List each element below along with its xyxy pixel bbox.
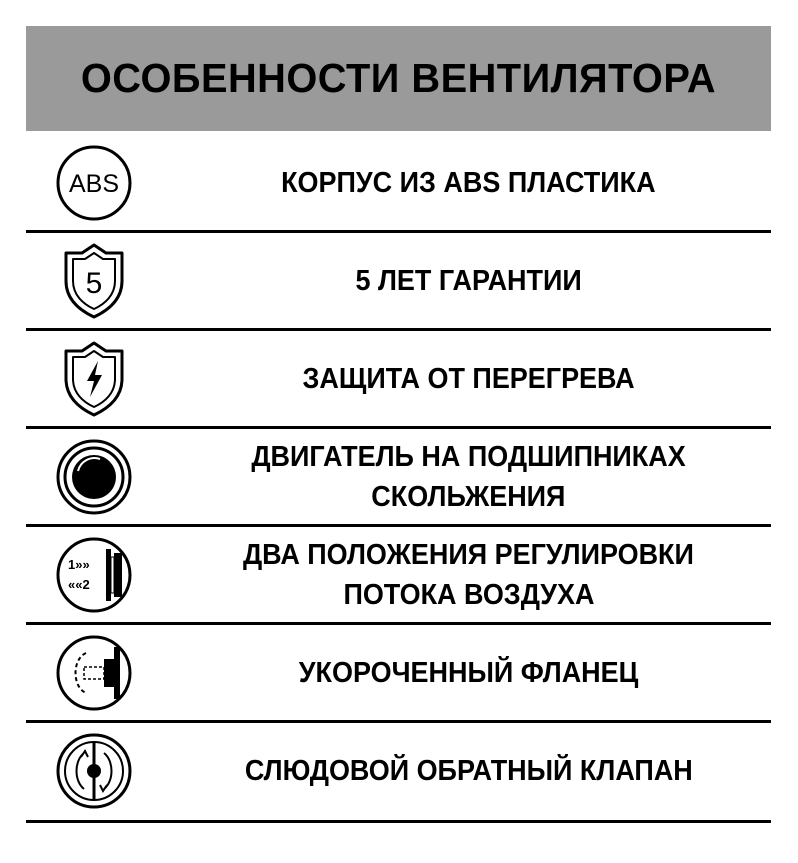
position-2-text: ««2 (68, 577, 90, 592)
short-flange-icon (54, 633, 134, 713)
feature-label (166, 135, 771, 231)
feature-label-line: КОРПУС ИЗ ABS ПЛАСТИКА (281, 167, 656, 199)
feature-row (26, 429, 771, 525)
check-valve-icon (54, 731, 134, 811)
bearing-icon (54, 437, 134, 517)
feature-label (166, 625, 771, 721)
feature-label-line: ПОТОКА ВОЗДУХА (342, 579, 595, 611)
feature-label (166, 233, 771, 329)
feature-label (166, 723, 771, 819)
feature-row (26, 723, 771, 819)
airflow-positions-icon (54, 535, 134, 615)
feature-row (26, 625, 771, 721)
divider (26, 820, 771, 823)
position-1-text: 1»» (68, 557, 90, 572)
feature-row (26, 331, 771, 427)
feature-row (26, 527, 771, 623)
feature-row (26, 135, 771, 231)
feature-label-line: ЗАЩИТА ОТ ПЕРЕГРЕВА (302, 363, 635, 395)
abs-icon-text: ABS (68, 170, 120, 198)
warranty-icon-text: 5 (85, 267, 103, 300)
feature-label-line: 5 ЛЕТ ГАРАНТИИ (355, 265, 582, 297)
feature-label-line: СЛЮДОВОЙ ОБРАТНЫЙ КЛАПАН (244, 755, 693, 787)
feature-label-line: ДВИГАТЕЛЬ НА ПОДШИПНИКАХ (251, 441, 686, 473)
feature-label (166, 527, 771, 623)
shield-5-icon (54, 241, 134, 321)
header-banner (26, 26, 771, 131)
shield-lightning-icon (54, 339, 134, 419)
feature-label-line: УКОРОЧЕННЫЙ ФЛАНЕЦ (298, 657, 639, 689)
feature-label-line: СКОЛЬЖЕНИЯ (371, 481, 566, 513)
abs-circle-icon (54, 143, 134, 223)
feature-label-line: ДВА ПОЛОЖЕНИЯ РЕГУЛИРОВКИ (243, 539, 694, 571)
page-title: ОСОБЕННОСТИ ВЕНТИЛЯТОРА (80, 55, 717, 101)
feature-label (166, 429, 771, 525)
feature-label (166, 331, 771, 427)
feature-row (26, 233, 771, 329)
